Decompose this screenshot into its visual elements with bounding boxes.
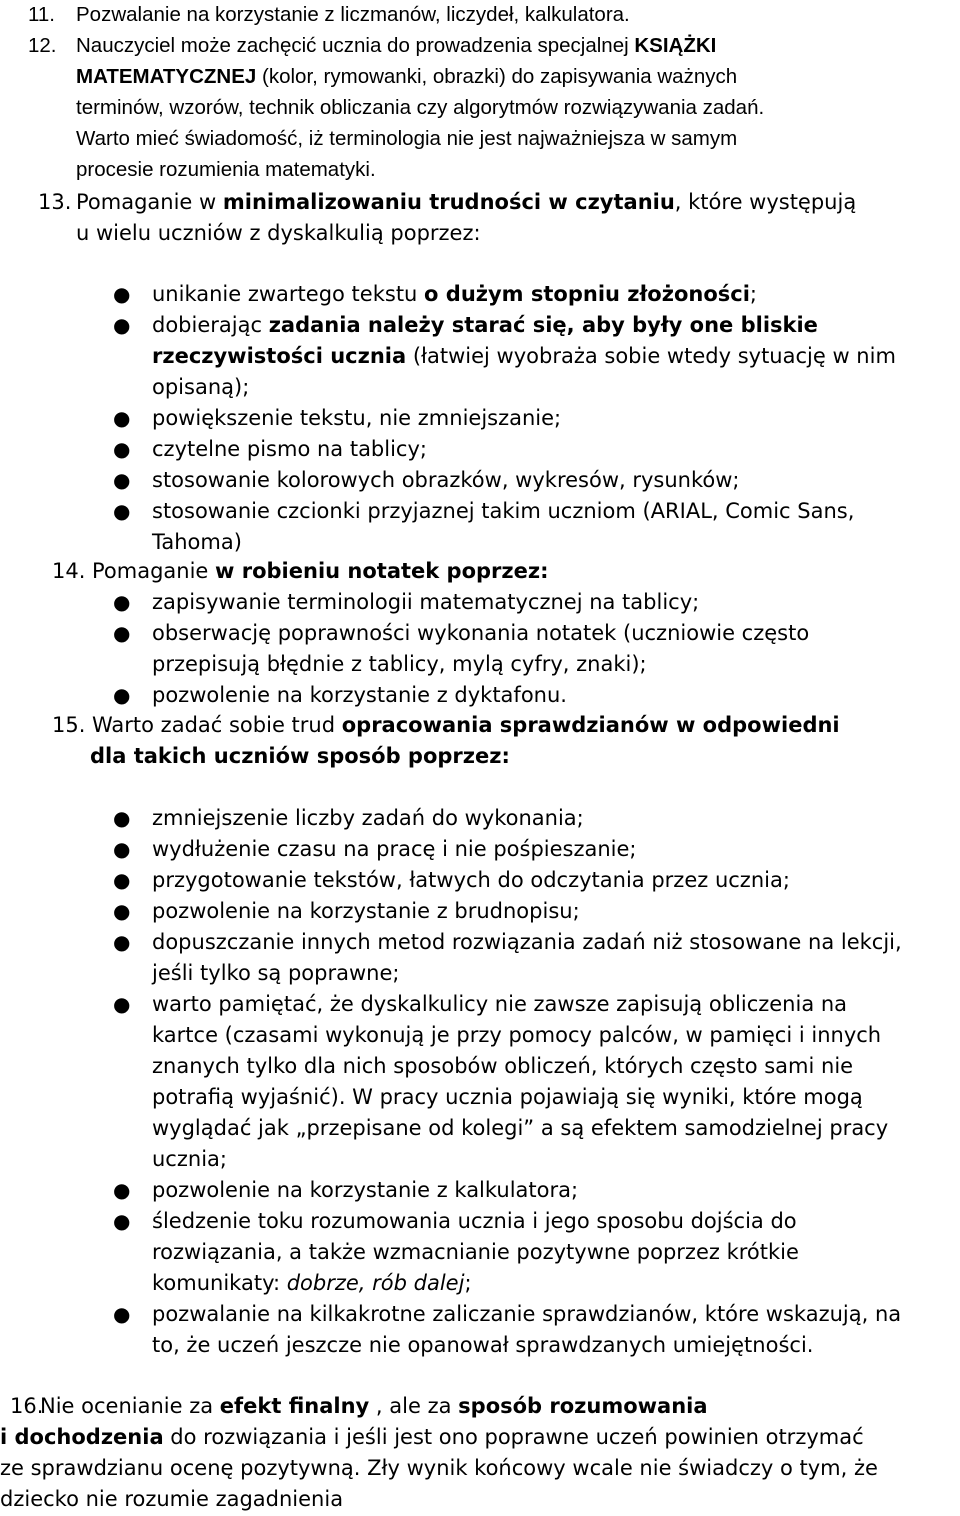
list-item-text: zapisywanie terminologii matematycznej na tablicy; — [152, 590, 700, 614]
emphasis-text: w robieniu notatek poprzez: — [215, 559, 549, 583]
bullet-icon: ● — [113, 683, 131, 707]
list-item — [0, 310, 960, 403]
emphasis-text: minimalizowaniu trudności w czytaniu — [222, 190, 675, 214]
list-item-text: pozwolenie na korzystanie z dyktafonu. — [152, 683, 567, 707]
bullet-icon: ● — [113, 313, 131, 337]
list-item-text: zmniejszenie liczby zadań do wykonania; — [152, 806, 584, 830]
reading-support-list — [0, 279, 960, 558]
list-item-text: stosowanie czcionki przyjaznej takim uczniom (ARIAL, Comic Sans, — [152, 499, 855, 523]
item-text: Pomaganie — [92, 559, 216, 583]
italic-text: dobrze, rób dalej — [286, 1271, 465, 1295]
list-item — [0, 403, 960, 434]
notes-support-list — [0, 587, 960, 711]
list-item-text: (łatwiej wyobraża sobie wtedy sytuację w nim — [406, 344, 896, 368]
emphasis-text: sposób rozumowania — [458, 1394, 708, 1418]
item-text: , ale za — [369, 1394, 459, 1418]
list-item-text: powiększenie tekstu, nie zmniejszanie; — [152, 406, 562, 430]
item-text: (kolor, rymowanki, obrazki) do zapisywania ważnych — [256, 65, 738, 88]
emphasis-text: dla takich uczniów sposób poprzez: — [90, 744, 510, 768]
bullet-icon: ● — [113, 468, 131, 492]
item-text: Warto zadać sobie trud — [92, 713, 342, 737]
emphasis-text: zadania należy starać się, aby były one bliskie — [268, 313, 818, 337]
bullet-icon: ● — [113, 992, 131, 1016]
item-text: Pomaganie w — [76, 190, 223, 214]
item-text: Nie ocenianie za — [40, 1394, 220, 1418]
item-number: 16. — [10, 1394, 44, 1418]
emphasis-text: rzeczywistości ucznia — [152, 344, 407, 368]
list-item — [0, 803, 960, 834]
bullet-icon: ● — [113, 868, 131, 892]
emphasis-text: efekt finalny — [219, 1394, 370, 1418]
item-number: 12. — [28, 34, 57, 57]
list-item-text: śledzenie toku rozumowania ucznia i jego sposobu dojścia do — [152, 1209, 797, 1233]
list-item — [0, 496, 960, 558]
bullet-icon: ● — [113, 282, 131, 306]
item-text: terminów, wzorów, technik obliczania czy algorytmów rozwiązywania zadań. — [76, 96, 765, 119]
item-text: u wielu uczniów z dyskalkulią poprzez: — [76, 221, 481, 245]
bullet-icon: ● — [113, 590, 131, 614]
item-16 — [0, 1391, 960, 1515]
bullet-icon: ● — [113, 437, 131, 461]
item-text: ze sprawdzianu ocenę pozytywną. Zły wynik końcowy wcale nie świadczy o tym, że — [0, 1456, 878, 1480]
list-item-text: pozwolenie na korzystanie z kalkulatora; — [152, 1178, 579, 1202]
item-number: 15. — [52, 713, 86, 737]
list-item-text: jeśli tylko są poprawne; — [152, 961, 400, 985]
tests-adaptation-list — [0, 803, 960, 1361]
list-item-text: znanych tylko dla nich sposobów obliczeń, których często sami nie — [152, 1054, 854, 1078]
list-item — [0, 1299, 960, 1361]
item-number: 11. — [28, 3, 55, 26]
list-item-text: przygotowanie tekstów, łatwych do odczytania przez ucznia; — [152, 868, 790, 892]
list-item — [0, 1206, 960, 1299]
list-item — [0, 680, 960, 711]
item-text: , które występują — [674, 190, 857, 214]
item-text: Warto mieć świadomość, iż terminologia nie jest najważniejsza w samym — [76, 127, 738, 150]
list-item-text: stosowanie kolorowych obrazków, wykresów, rysunków; — [152, 468, 740, 492]
item-number: 13. — [38, 190, 72, 214]
list-item-text: to, że uczeń jeszcze nie opanował sprawdzanych umiejętności. — [152, 1333, 814, 1357]
list-item-text: warto pamiętać, że dyskalkulicy nie zawsze zapisują obliczenia na — [152, 992, 848, 1016]
list-item-text: unikanie zwartego tekstu — [152, 282, 425, 306]
item-text: Nauczyciel może zachęcić ucznia do prowadzenia specjalnej — [76, 34, 635, 57]
list-item-text: ucznia; — [152, 1147, 227, 1171]
list-item-text: czytelne pismo na tablicy; — [152, 437, 427, 461]
emphasis-text: MATEMATYCZNEJ — [76, 65, 257, 88]
bullet-icon: ● — [113, 1178, 131, 1202]
list-item-text: ; — [749, 282, 757, 306]
list-item-text: rozwiązania, a także wzmacnianie pozytywne poprzez krótkie — [152, 1240, 799, 1264]
list-item — [0, 279, 960, 310]
list-item — [0, 587, 960, 618]
bullet-icon: ● — [113, 930, 131, 954]
item-text: procesie rozumienia matematyki. — [76, 158, 376, 181]
bullet-icon: ● — [113, 899, 131, 923]
item-text: Pozwalanie na korzystanie z liczmanów, liczydeł, kalkulatora. — [76, 3, 630, 26]
list-item-text: pozwalanie na kilkakrotne zaliczanie sprawdzianów, które wskazują, na — [152, 1302, 902, 1326]
list-item — [0, 927, 960, 989]
list-item — [0, 865, 960, 896]
list-item-text: kartce (czasami wykonują je przy pomocy palców, w pamięci i innych — [152, 1023, 882, 1047]
bullet-icon: ● — [113, 837, 131, 861]
emphasis-text: opracowania sprawdzianów w odpowiedni — [341, 713, 840, 737]
item-number: 14. — [52, 559, 86, 583]
item-13 — [0, 187, 960, 249]
emphasis-text: KSIĄŻKI — [634, 34, 717, 57]
list-item-text: wyglądać jak „przepisane od kolegi” a są efektem samodzielnej pracy — [152, 1116, 889, 1140]
item-14 — [0, 556, 960, 587]
list-item-text: potrafią wyjaśnić). W pracy ucznia pojawiają się wyniki, które mogą — [152, 1085, 863, 1109]
list-item-text: obserwację poprawności wykonania notatek (uczniowie często — [152, 621, 810, 645]
list-item — [0, 465, 960, 496]
list-item-text: pozwolenie na korzystanie z brudnopisu; — [152, 899, 580, 923]
bullet-icon: ● — [113, 621, 131, 645]
list-item-text: wydłużenie czasu na pracę i nie pośpieszanie; — [152, 837, 637, 861]
list-item — [0, 896, 960, 927]
bullet-icon: ● — [113, 806, 131, 830]
list-item — [0, 1175, 960, 1206]
item-12 — [0, 31, 960, 186]
emphasis-text: i dochodzenia — [0, 1425, 164, 1449]
list-item-text: Tahoma) — [152, 530, 242, 554]
list-item-text: opisaną); — [152, 375, 250, 399]
list-item — [0, 434, 960, 465]
bullet-icon: ● — [113, 499, 131, 523]
list-item-text: dopuszczanie innych metod rozwiązania zadań niż stosowane na lekcji, — [152, 930, 902, 954]
item-15 — [0, 710, 960, 772]
list-item — [0, 989, 960, 1175]
bullet-icon: ● — [113, 1209, 131, 1233]
list-item-text: przepisują błędnie z tablicy, mylą cyfry, znaki); — [152, 652, 647, 676]
list-item — [0, 618, 960, 680]
list-item-text: komunikaty: — [152, 1271, 287, 1295]
list-item-text: dobierając — [152, 313, 269, 337]
list-item-text: ; — [464, 1271, 472, 1295]
bullet-icon: ● — [113, 1302, 131, 1326]
item-text: do rozwiązania i jeśli jest ono poprawne uczeń powinien otrzymać — [163, 1425, 864, 1449]
emphasis-text: o dużym stopniu złożoności — [424, 282, 750, 306]
bullet-icon: ● — [113, 406, 131, 430]
list-item — [0, 834, 960, 865]
item-text: dziecko nie rozumie zagadnienia — [0, 1487, 344, 1511]
